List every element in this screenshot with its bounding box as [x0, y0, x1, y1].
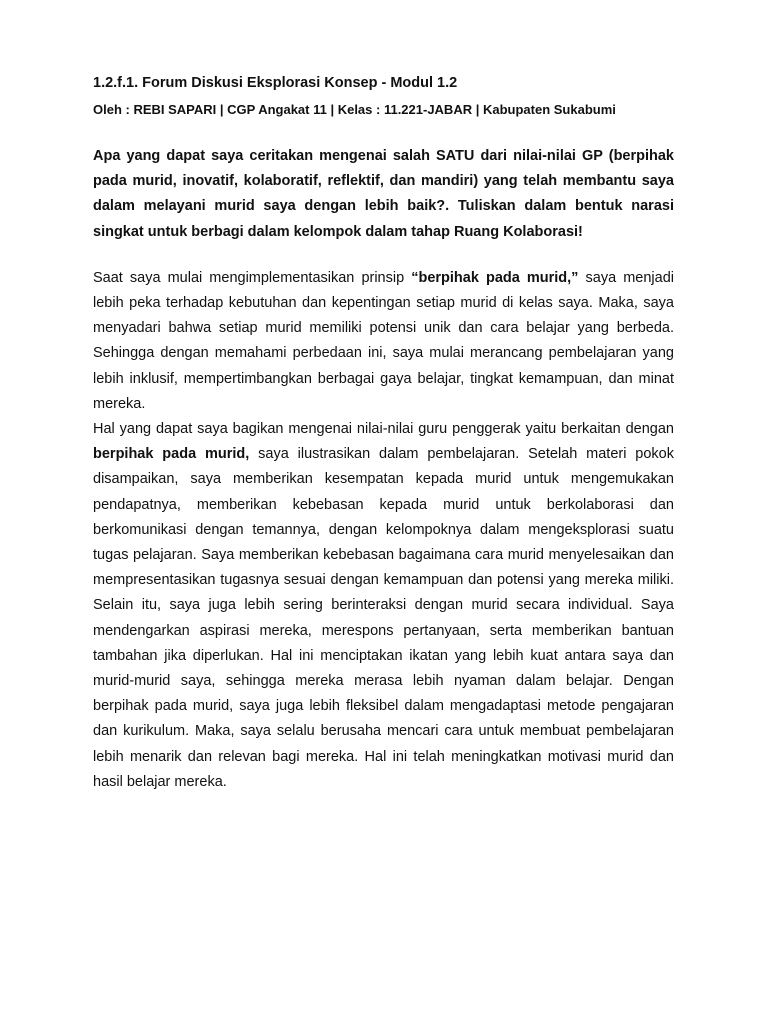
- paragraph-2-text-a: Hal yang dapat saya bagikan mengenai nilai-nilai guru penggerak yaitu berkaitan dengan: [93, 421, 674, 438]
- discussion-prompt: Apa yang dapat saya ceritakan mengenai salah SATU dari nilai-nilai GP (berpihak pada murid, inovatif, kolaboratif, reflektif, dan mandiri) yang telah membantu saya dalam melayani murid saya dengan lebih baik?. Tuliskan dalam bentuk narasi singkat untuk berbagi dalam kelompok dalam tahap Ruang Kolaborasi!: [93, 148, 674, 240]
- paragraph-1-emphasis: “berpihak pada murid,”: [411, 269, 579, 286]
- document-title: 1.2.f.1. Forum Diskusi Eksplorasi Konsep - Modul 1.2: [93, 75, 458, 91]
- paragraph-2: [93, 417, 674, 795]
- paragraph-2-emphasis: berpihak pada murid,: [93, 446, 250, 463]
- paragraph-1-text-b: saya menjadi lebih peka terhadap kebutuhan dan kepentingan setiap murid di kelas saya. Maka, saya menyadari bahwa setiap murid memiliki potensi unik dan cara belajar yang berbeda. Sehingga dengan memahami perbedaan ini, saya mulai merancang pembelajaran yang lebih inklusif, mempertimbangkan berbagai gaya belajar, tingkat kemampuan, dan minat mereka.: [93, 269, 674, 412]
- paragraph-2-text-b: saya ilustrasikan dalam pembelajaran. Setelah materi pokok disampaikan, saya memberikan kesempatan kepada murid untuk mengemukakan pendapatnya, memberikan kebebasan kepada murid untuk berkolaborasi dan berkomunikasi dengan temannya, dengan kelompoknya dalam mengeksplorasi suatu tugas pelajaran. Saya memberikan kebebasan bagaimana cara murid menyelesaikan dan mempresentasikan tugasnya sesuai dengan kemampuan dan potensi yang mereka miliki. Selain itu, saya juga lebih sering berinteraksi dengan murid secara individual. Saya mendengarkan aspirasi mereka, merespons pertanyaan, serta memberikan bantuan tambahan jika diperlukan. Hal ini menciptakan ikatan yang lebih kuat antara saya dan murid-murid saya, sehingga mereka merasa lebih nyaman dalam belajar. Dengan berpihak pada murid, saya juga lebih fleksibel dalam mengadaptasi metode pengajaran dan kurikulum. Maka, saya selalu berusaha mencari cara untuk membuat pembelajaran lebih menarik dan relevan bagi mereka. Hal ini telah meningkatkan motivasi murid dan hasil belajar mereka.: [93, 446, 674, 790]
- paragraph-1-text-a: Saat saya mulai mengimplementasikan prinsip: [93, 269, 412, 286]
- document-page: [93, 72, 674, 795]
- paragraph-1: [93, 266, 674, 417]
- author-line: Oleh : REBI SAPARI | CGP Angakat 11 | Kelas : 11.221-JABAR | Kabupaten Sukabumi: [93, 102, 616, 117]
